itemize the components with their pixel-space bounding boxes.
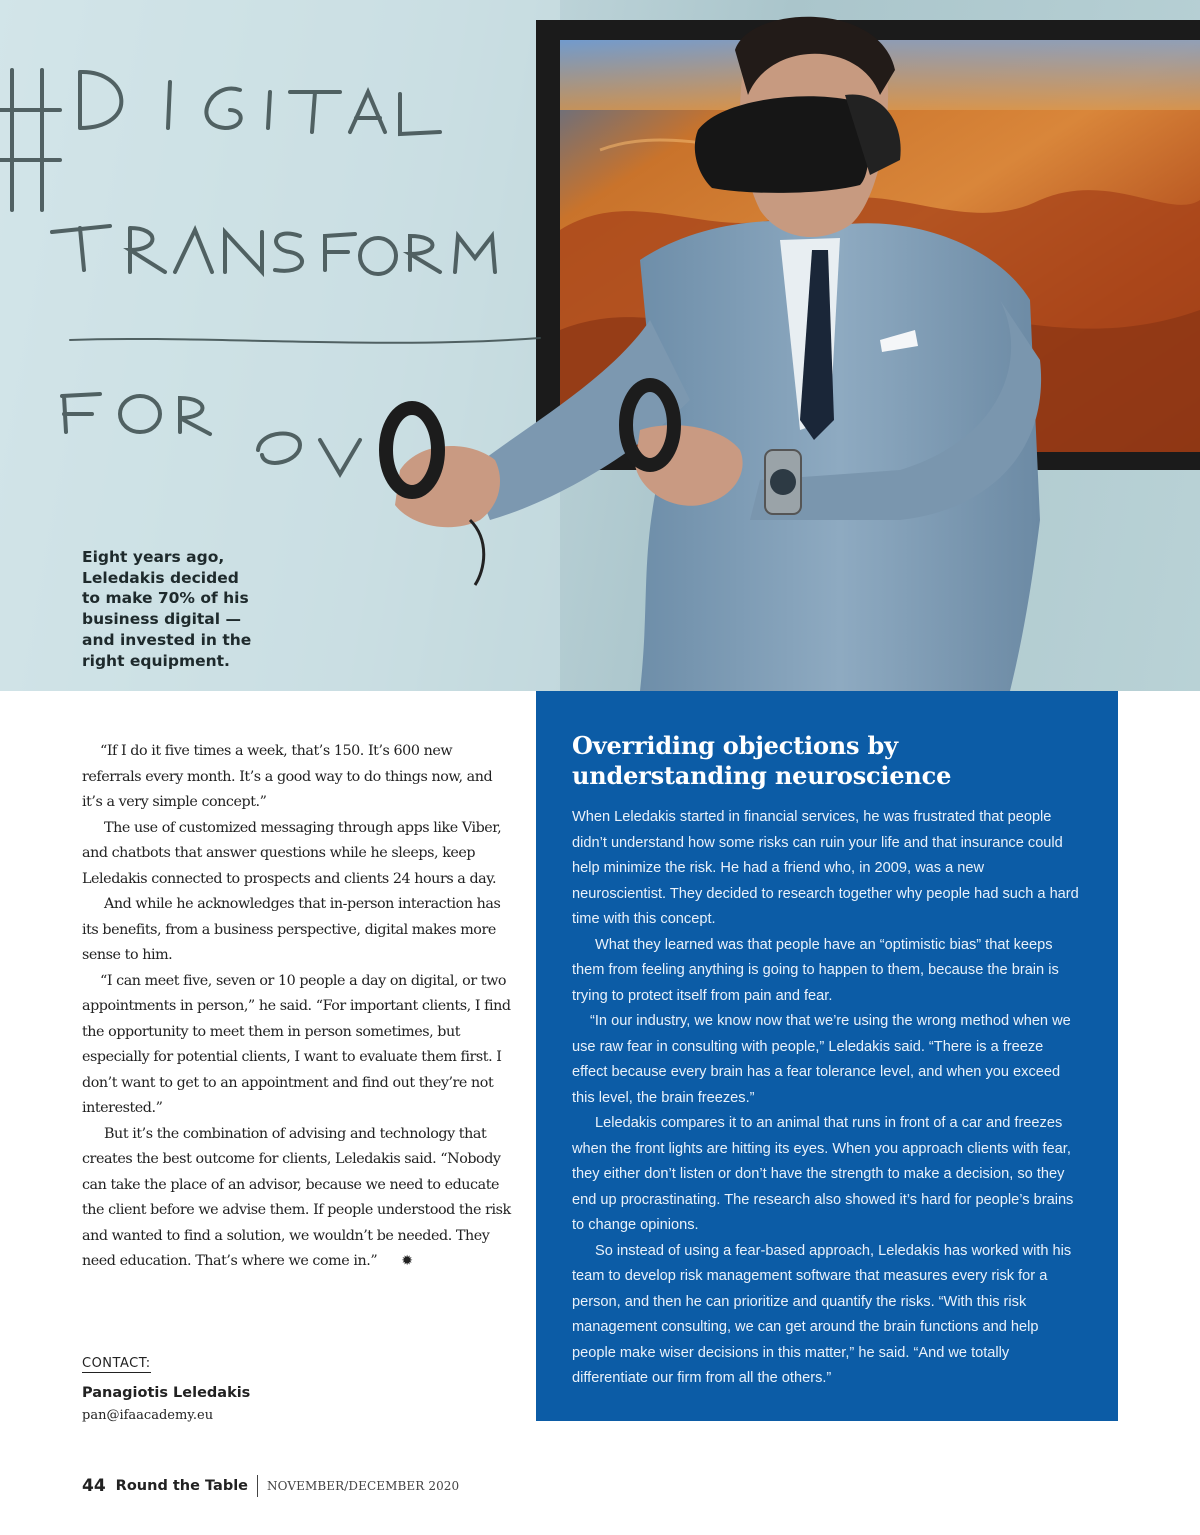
sidebar-paragraph: “In our industry, we know now that we’re using the wrong method when we use raw fear in consulting with people,” Leledakis said. “There is a freeze effect because every brain has a fear tolerance level, and when you exceed this level, the brain freezes.” (572, 1013, 1071, 1106)
hero-photo (0, 0, 1200, 691)
article-paragraph: And while he acknowledges that in-person interaction has its benefits, from a business perspective, digital makes more sense to him. (82, 896, 501, 963)
magazine-name: Round the Table (115, 1478, 248, 1494)
photo-caption: Eight years ago, Leledakis decided to make 70% of his business digital — and invested in the right equipment. (82, 548, 252, 670)
sidebar-body (572, 805, 1082, 1392)
sidebar-paragraph: When Leledakis started in financial services, he was frustrated that people didn’t understand how some risks can ruin your life and that insurance could help minimize the risk. He had a friend who, in 2009, was a new neuroscientist. They decided to research together why people had such a hard time with this concept. (572, 809, 1079, 927)
sidebar-box (536, 691, 1118, 1421)
footer-divider (257, 1475, 258, 1497)
article-paragraph-text: But it’s the combination of advising and technology that creates the best outcome for clients, Leledakis said. “Nobody can take the place of an advisor, because we need to educate the client before we advise them. If people understood the risk and wanted to find a solution, we wouldn’t be needed. They need education. That’s where we come in.” (82, 1125, 511, 1269)
article-paragraph-last (82, 1122, 514, 1275)
sunburst-icon: ✹ (401, 1253, 413, 1269)
contact-label: CONTACT: (82, 1356, 151, 1371)
issue-date: NOVEMBER/DECEMBER 2020 (267, 1479, 460, 1493)
article-body (82, 739, 514, 1275)
sidebar-paragraph: So instead of using a fear-based approach, Leledakis has worked with his team to develop risk management software that measures every risk for a person, and then he can prioritize and quantify the risks. “With this risk management consulting, we can get around the brain functions and help people make wiser decisions in this matter,” he said. “And we totally differentiate our firm from all the others.” (572, 1242, 1072, 1386)
contact-name: Panagiotis Leledakis (82, 1385, 251, 1401)
sidebar-paragraph: Leledakis compares it to an animal that runs in front of a car and freezes when the front lights are hitting its eyes. When you approach clients with fear, they either don’t listen or don’t have the strength to make a decision, so they end up procrastinating. The research also showed it’s hard for people’s brains to change opinions. (572, 1115, 1074, 1233)
sidebar-title: Overriding objections by understanding neuroscience (572, 731, 952, 790)
contact-email: pan@ifaacademy.eu (82, 1408, 214, 1423)
page-footer (82, 1474, 459, 1498)
page-number: 44 (82, 1476, 106, 1496)
sidebar-paragraph: What they learned was that people have an “optimistic bias” that keeps them from feeling anything is going to happen to them, because the brain is trying to protect itself from pain and fear. (572, 936, 1059, 1004)
article-paragraph: The use of customized messaging through apps like Viber, and chatbots that answer questions while he sleeps, keep Leledakis connected to prospects and clients 24 hours a day. (82, 819, 502, 887)
article-paragraph: “I can meet five, seven or 10 people a day on digital, or two appointments in person,” he said. “For important clients, I find the opportunity to meet them in person sometimes, but especially for potential clients, I want to evaluate them first. I don’t want to get to an appointment and find out they’re not interested.” (82, 972, 511, 1116)
article-paragraph: “If I do it five times a week, that’s 150. It’s 600 new referrals every month. It’s a good way to do things now, and it’s a very simple concept.” (82, 743, 493, 810)
